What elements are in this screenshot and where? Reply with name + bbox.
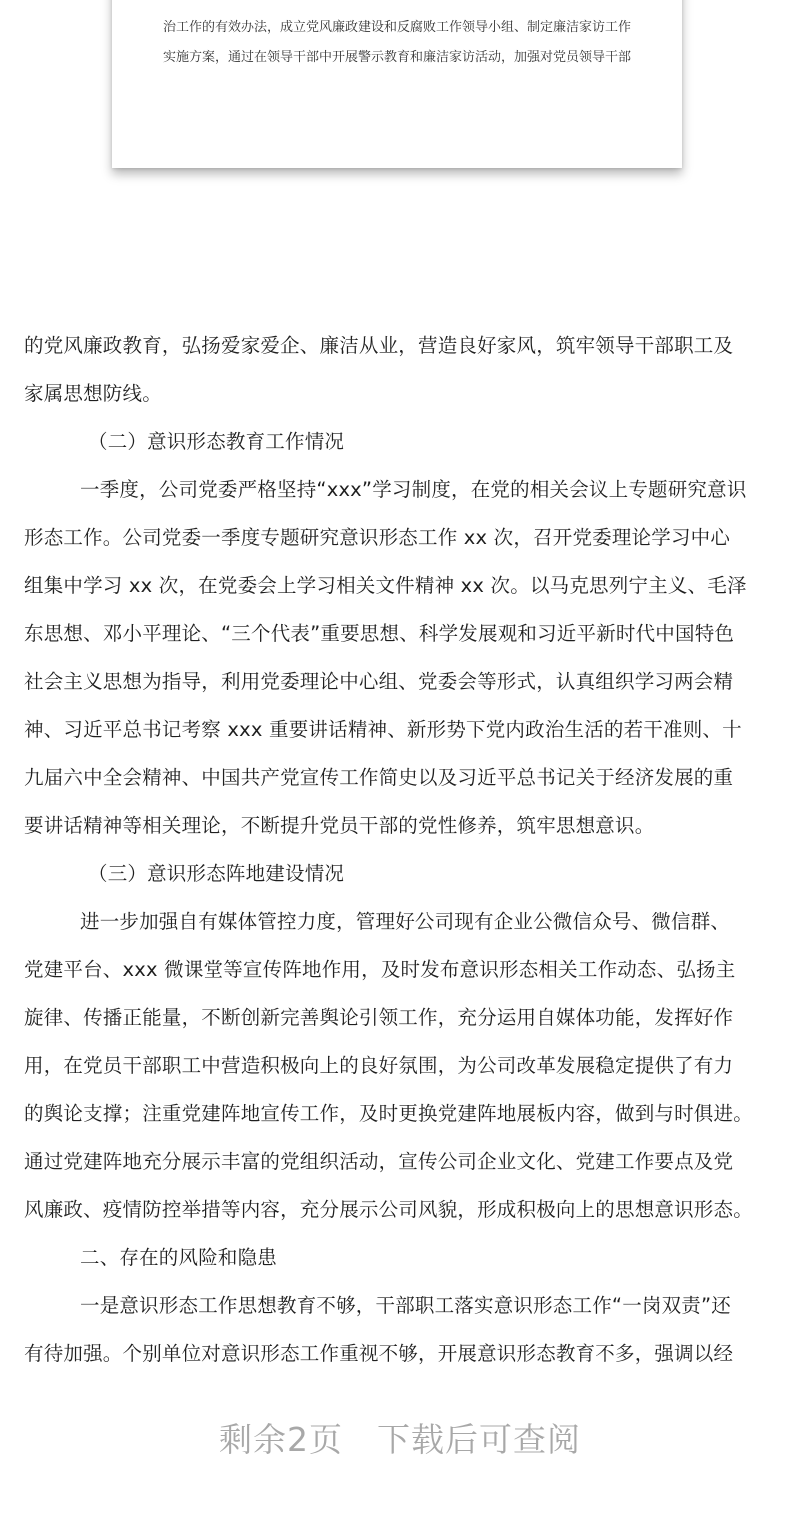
paragraph-line: 神、习近平总书记考察 xxx 重要讲话精神、新形势下党内政治生活的若干准则、十 xyxy=(24,718,742,741)
paragraph-line: 的党风廉政教育，弘扬爱家爱企、廉洁从业，营造良好家风，筑牢领导干部职工及 xyxy=(24,334,734,357)
paragraph-line: 一季度，公司党委严格坚持“xxx”学习制度，在党的相关会议上专题研究意识 xyxy=(80,478,747,501)
paragraph-line: 组集中学习 xx 次，在党委会上学习相关文件精神 xx 次。以马克思列宁主义、毛泽 xyxy=(24,574,747,597)
paragraph-line: 进一步加强自有媒体管控力度，管理好公司现有企业公微信众号、微信群、 xyxy=(80,910,731,933)
paragraph-line: 风廉政、疫情防控举措等内容，充分展示公司风貌，形成积极向上的思想意识形态。 xyxy=(24,1198,753,1221)
paragraph-line: 旋律、传播正能量，不断创新完善舆论引领工作，充分运用自媒体功能，发挥好作 xyxy=(24,1006,734,1029)
paragraph-line: 通过党建阵地充分展示丰富的党组织活动，宣传公司企业文化、党建工作要点及党 xyxy=(24,1150,734,1173)
section-heading: （二）意识形态教育工作情况 xyxy=(88,430,345,453)
download-prompt[interactable] xyxy=(0,1414,800,1461)
paragraph-line: 东思想、邓小平理论、“三个代表”重要思想、科学发展观和习近平新时代中国特色 xyxy=(24,622,735,645)
paragraph-line: 一是意识形态工作思想教育不够，干部职工落实意识形态工作“一岗双责”还 xyxy=(80,1294,732,1317)
paragraph-line: 要讲话精神等相关理论，不断提升党员干部的党性修养，筑牢思想意识。 xyxy=(24,814,655,837)
paragraph-line: 九届六中全会精神、中国共产党宣传工作简史以及习近平总书记关于经济发展的重 xyxy=(24,766,734,789)
paragraph-line: 用，在党员干部职工中营造积极向上的良好氛围，为公司改革发展稳定提供了有力 xyxy=(24,1054,734,1077)
remaining-pages-label[interactable]: 剩余2页 xyxy=(219,1420,343,1459)
document-body xyxy=(24,322,784,1378)
section-heading: 二、存在的风险和隐患 xyxy=(80,1246,278,1269)
paragraph-line: 家属思想防线。 xyxy=(24,382,162,405)
paragraph-line: 有待加强。个别单位对意识形态工作重视不够，开展意识形态教育不多，强调以经 xyxy=(24,1342,734,1365)
paragraph-line: 形态工作。公司党委一季度专题研究意识形态工作 xx 次，召开党委理论学习中心 xyxy=(24,526,731,549)
paragraph-line: 社会主义思想为指导，利用党委理论中心组、党委会等形式，认真组织学习两会精 xyxy=(24,670,734,693)
preview-text-line: 治工作的有效办法，成立党风廉政建设和反腐败工作领导小组、制定廉洁家访工作 xyxy=(162,20,631,35)
paragraph-line: 党建平台、xxx 微课堂等宣传阵地作用，及时发布意识形态相关工作动态、弘扬主 xyxy=(24,958,736,981)
download-to-view-link[interactable]: 下载后可查阅 xyxy=(377,1420,581,1459)
paragraph-line: 的舆论支撑；注重党建阵地宣传工作，及时更换党建阵地展板内容，做到与时俱进。 xyxy=(24,1102,753,1125)
section-heading: （三）意识形态阵地建设情况 xyxy=(88,862,345,885)
page-preview-card xyxy=(112,0,682,168)
preview-text-line: 实施方案，通过在领导干部中开展警示教育和廉洁家访活动，加强对党员领导干部 xyxy=(162,50,631,65)
